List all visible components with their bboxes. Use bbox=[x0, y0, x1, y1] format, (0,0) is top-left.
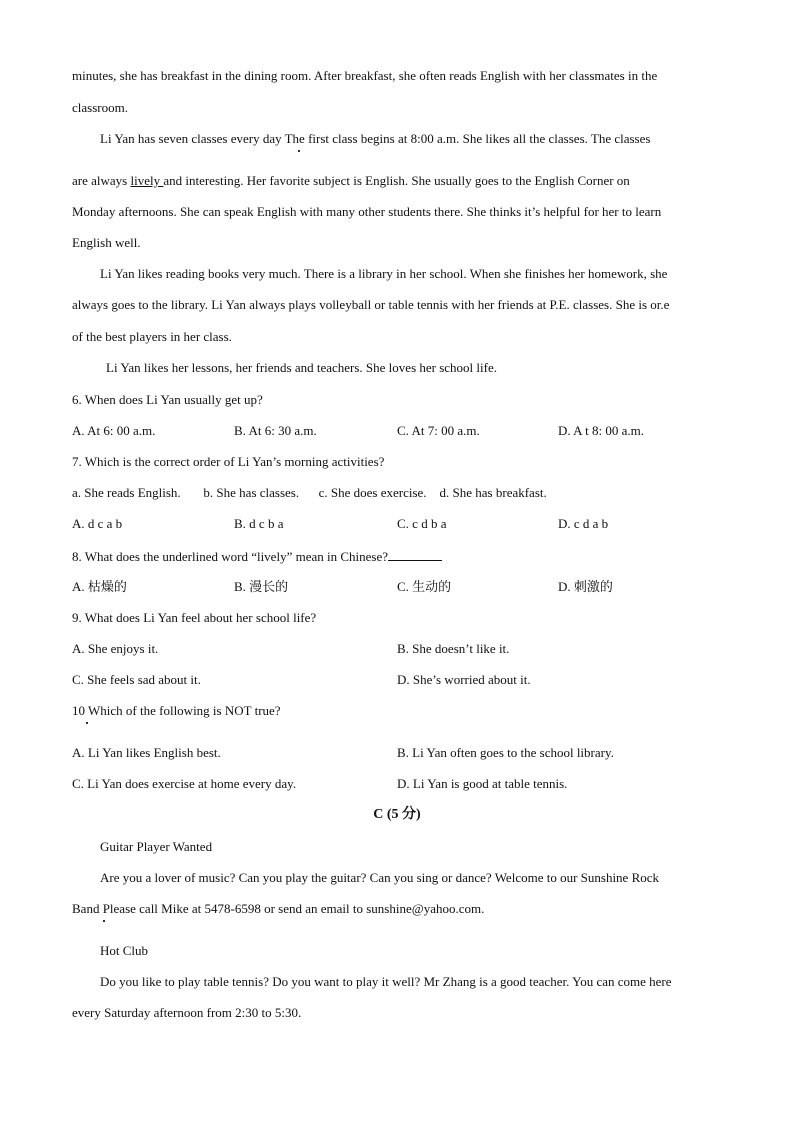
question-stem: 7. Which is the correct order of Li Yan’s morning activities? bbox=[72, 454, 385, 469]
passage-line: of the best players in her class. bbox=[72, 329, 232, 344]
ad-title: Guitar Player Wanted bbox=[100, 839, 213, 854]
passage-line: Li Yan likes reading books very much. There is a library in her school. When she finishes her homework, she bbox=[100, 266, 668, 281]
answer-blank bbox=[388, 548, 442, 561]
question-stem: 9. What does Li Yan feel about her school life? bbox=[72, 610, 317, 625]
passage-line: Monday afternoons. She can speak English with many other students there. She thinks it’s helpful for her to learn bbox=[72, 204, 662, 219]
punctuation-mark bbox=[103, 920, 105, 922]
ad-text-line: Do you like to play table tennis? Do you want to play it well? Mr Zhang is a good teacher. You can come here bbox=[100, 974, 672, 989]
answer-option: D. c d a b bbox=[558, 516, 609, 531]
passage-line: are always lively and interesting. Her favorite subject is English. She usually goes to the English Corner on bbox=[72, 173, 630, 188]
section-heading: C (5 分) bbox=[373, 807, 421, 822]
question-stem: 6. When does Li Yan usually get up? bbox=[72, 392, 263, 407]
answer-option: B. She doesn’t like it. bbox=[397, 641, 510, 656]
answer-option: C. At 7: 00 a.m. bbox=[397, 423, 480, 438]
punctuation-mark bbox=[86, 722, 88, 724]
passage-line: classroom. bbox=[72, 100, 128, 115]
answer-option: A. d c a b bbox=[72, 516, 123, 531]
ad-text-line: every Saturday afternoon from 2:30 to 5:30. bbox=[72, 1005, 302, 1020]
answer-option: B. Li Yan often goes to the school library. bbox=[397, 745, 614, 760]
answer-option: D. She’s worried about it. bbox=[397, 672, 531, 687]
passage-line: English well. bbox=[72, 235, 141, 250]
answer-option: A. At 6: 00 a.m. bbox=[72, 423, 156, 438]
ad-text-line: Are you a lover of music? Can you play the guitar? Can you sing or dance? Welcome to our Sunshine Rock bbox=[100, 870, 660, 885]
answer-option: C. She feels sad about it. bbox=[72, 672, 201, 687]
punctuation-mark bbox=[298, 150, 300, 152]
answer-option: B. At 6: 30 a.m. bbox=[234, 423, 317, 438]
passage-line: always goes to the library. Li Yan always plays volleyball or table tennis with her friends at P.E. classes. She is or.e bbox=[72, 297, 670, 312]
answer-option: D. A t 8: 00 a.m. bbox=[558, 423, 644, 438]
answer-option: A. 枯燥的 bbox=[72, 579, 127, 594]
passage-line: minutes, she has breakfast in the dining room. After breakfast, she often reads English with her classmates in the bbox=[72, 68, 658, 83]
answer-option: D. Li Yan is good at table tennis. bbox=[397, 776, 568, 791]
answer-option: C. 生动的 bbox=[397, 579, 452, 594]
passage-line: Li Yan has seven classes every day The first class begins at 8:00 a.m. She likes all the classes. The classes bbox=[100, 131, 651, 146]
answer-option: C. Li Yan does exercise at home every day. bbox=[72, 776, 297, 791]
answer-option: B. d c b a bbox=[234, 516, 284, 531]
activity-list: a. She reads English. b. She has classes. c. She does exercise. d. She has breakfast. bbox=[72, 485, 547, 500]
ad-title: Hot Club bbox=[100, 943, 149, 958]
answer-option: A. She enjoys it. bbox=[72, 641, 159, 656]
question-stem: 10 Which of the following is NOT true? bbox=[72, 703, 281, 718]
passage-line: Li Yan likes her lessons, her friends and teachers. She loves her school life. bbox=[106, 360, 497, 375]
question-stem: 8. What does the underlined word “lively” mean in Chinese? bbox=[72, 548, 442, 565]
answer-option: A. Li Yan likes English best. bbox=[72, 745, 221, 760]
answer-option: C. c d b a bbox=[397, 516, 447, 531]
underlined-word-lively: lively bbox=[130, 173, 164, 188]
ad-text-line: Band Please call Mike at 5478-6598 or send an email to sunshine@yahoo.com. bbox=[72, 901, 485, 916]
answer-option: D. 刺激的 bbox=[558, 579, 613, 594]
answer-option: B. 漫长的 bbox=[234, 579, 289, 594]
